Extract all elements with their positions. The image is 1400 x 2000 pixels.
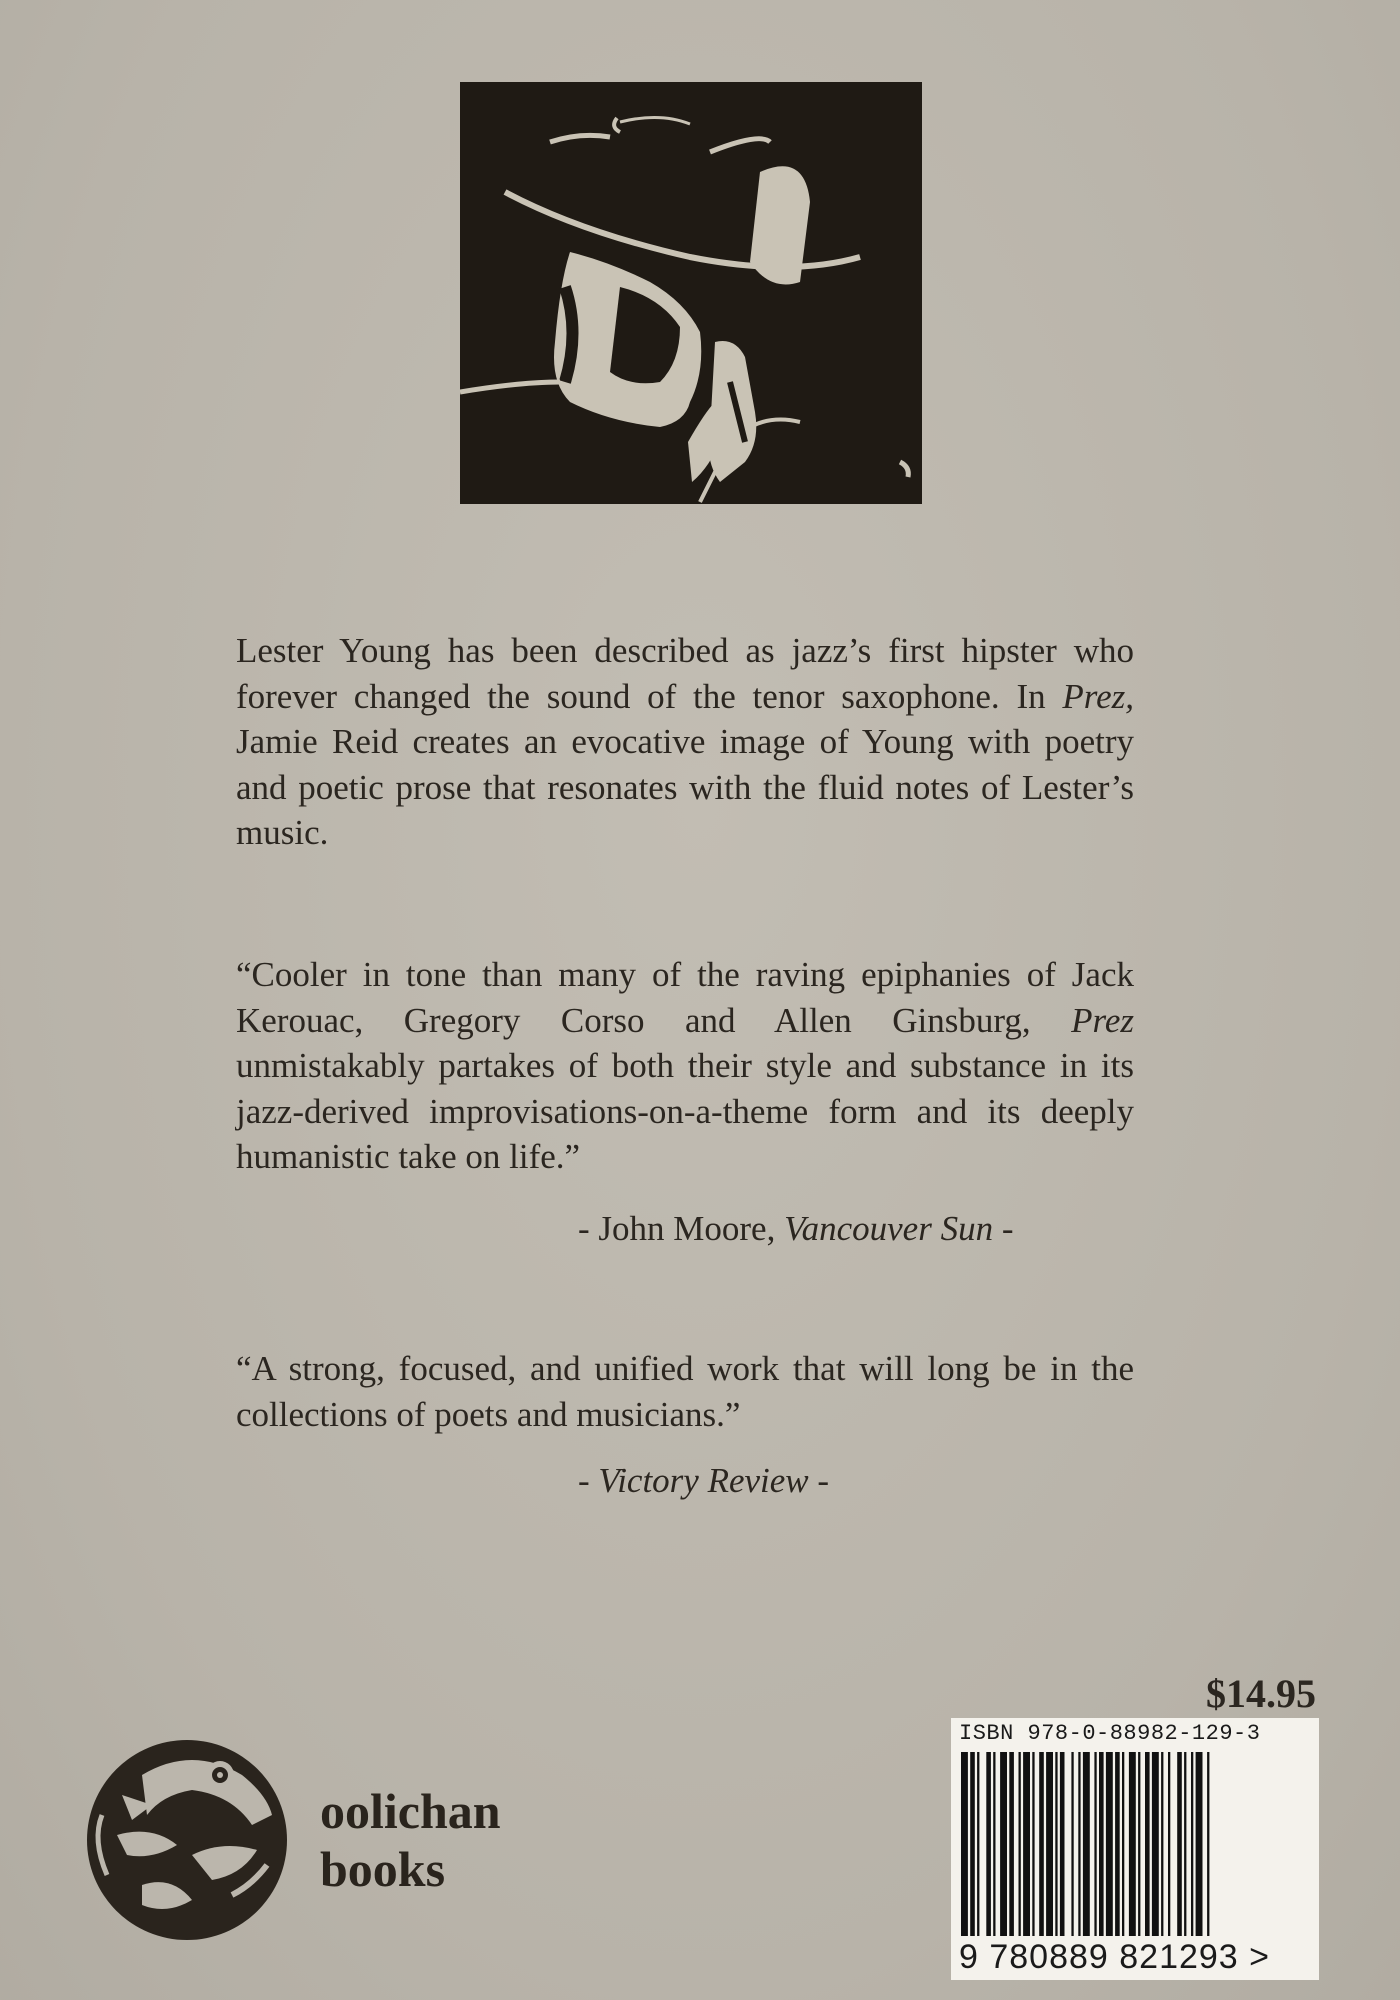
review-1-title: Prez bbox=[1071, 1000, 1134, 1040]
portrait-illustration bbox=[460, 82, 922, 504]
publisher-name-line-1: oolichan bbox=[320, 1783, 501, 1839]
attribution-1-prefix: - John Moore, bbox=[578, 1209, 776, 1248]
isbn-label: ISBN 978-0-88982-129-3 bbox=[959, 1721, 1261, 1746]
review-quote-2 bbox=[236, 1346, 1134, 1437]
review-quote-1 bbox=[236, 952, 1134, 1180]
description-title: Prez, bbox=[1062, 676, 1134, 716]
review-1-attribution bbox=[578, 1206, 1013, 1251]
description-part-2: Jamie Reid creates an evocative image of Young with poetry and poetic prose that resonates with the fluid notes of Lester’s music. bbox=[236, 722, 1134, 852]
review-2-attribution bbox=[578, 1458, 829, 1503]
attribution-2-source: Victory Review bbox=[598, 1461, 809, 1500]
publisher-logo bbox=[82, 1735, 292, 1945]
barcode-icon bbox=[957, 1752, 1313, 1936]
description-part-1: Lester Young has been described as jazz’s first hipster who forever changed the sound of the tenor saxophone. In bbox=[236, 631, 1134, 716]
barcode-number: 9 780889 821293 > bbox=[959, 1938, 1271, 1976]
attribution-1-source: Vancouver Sun bbox=[784, 1209, 994, 1248]
attribution-2-suffix: - bbox=[817, 1461, 830, 1500]
price-label: $14.95 bbox=[1206, 1671, 1316, 1716]
review-1-part-1: “Cooler in tone than many of the raving epiphanies of Jack Kerouac, Gregory Corso and Allen Ginsburg, bbox=[236, 955, 1134, 1040]
review-2-text: “A strong, focused, and unified work that will long be in the collections of poets and musicians.” bbox=[236, 1349, 1134, 1434]
barcode-block bbox=[951, 1718, 1319, 1980]
attribution-2-prefix: - bbox=[578, 1461, 590, 1500]
book-description bbox=[236, 628, 1134, 856]
publisher-name bbox=[320, 1782, 501, 1898]
review-1-part-2: unmistakably partakes of both their style and substance in its jazz-derived improvisations-on-a-theme form and its deeply humanistic take on life.” bbox=[236, 1046, 1134, 1176]
publisher-name-line-2: books bbox=[320, 1841, 446, 1897]
attribution-1-suffix: - bbox=[1001, 1209, 1014, 1248]
